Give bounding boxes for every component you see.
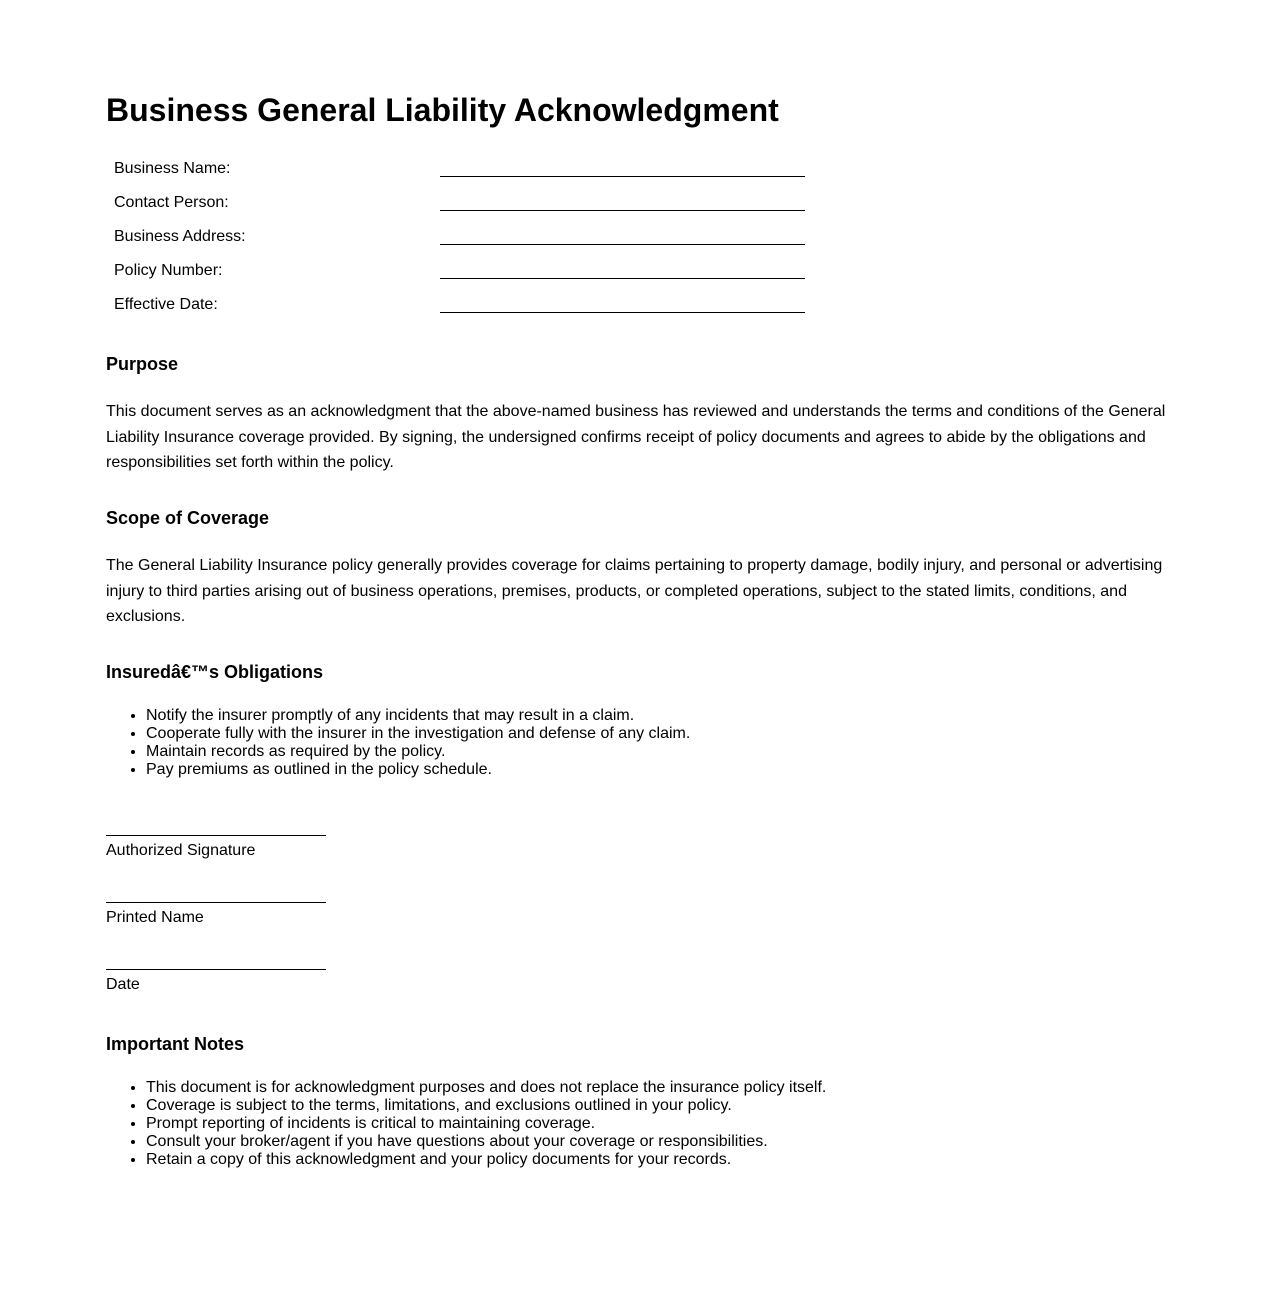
- authorized-signature-label: Authorized Signature: [106, 842, 256, 859]
- obligations-heading: Insuredâ€™s Obligations: [106, 662, 324, 682]
- list-item: • Retain a copy of this acknowledgment and your policy documents for your records.: [146, 1151, 1146, 1169]
- field-row-business-name: [114, 154, 814, 188]
- date-block: [106, 969, 326, 994]
- document-title: Business General Liability Acknowledgment: [106, 92, 779, 128]
- list-item: • This document is for acknowledgment purposes and does not replace the insurance policy itself.: [146, 1079, 1146, 1097]
- field-row-policy-number: [114, 256, 814, 290]
- policy-number-input-line[interactable]: [440, 278, 805, 279]
- printed-name-line[interactable]: [106, 902, 326, 903]
- field-label-effective-date: Effective Date:: [114, 296, 218, 313]
- list-item: • Prompt reporting of incidents is critical to maintaining coverage.: [146, 1115, 1146, 1133]
- list-item: • Pay premiums as outlined in the policy schedule.: [146, 761, 1146, 779]
- list-item: • Coverage is subject to the terms, limitations, and exclusions outlined in your policy.: [146, 1097, 1146, 1115]
- date-line[interactable]: [106, 969, 326, 970]
- field-label-business-address: Business Address:: [114, 228, 246, 245]
- effective-date-input-line[interactable]: [440, 312, 805, 313]
- important-notes-heading: Important Notes: [106, 1034, 245, 1054]
- purpose-heading: Purpose: [106, 354, 179, 374]
- authorized-signature-line[interactable]: [106, 835, 326, 836]
- list-item: • Maintain records as required by the policy.: [146, 743, 1146, 761]
- printed-name-block: [106, 902, 326, 927]
- date-label: Date: [106, 976, 140, 993]
- field-label-contact-person: Contact Person:: [114, 194, 229, 211]
- authorized-signature-block: [106, 835, 326, 860]
- field-label-business-name: Business Name:: [114, 160, 231, 177]
- printed-name-label: Printed Name: [106, 909, 204, 926]
- contact-person-input-line[interactable]: [440, 210, 805, 211]
- business-name-input-line[interactable]: [440, 176, 805, 177]
- field-row-effective-date: [114, 290, 814, 324]
- list-item: • Notify the insurer promptly of any incidents that may result in a claim.: [146, 707, 1146, 725]
- obligations-list: [106, 707, 1146, 779]
- purpose-text: This document serves as an acknowledgment that the above-named business has reviewed and understands the terms and conditions of the General Liability Insurance coverage provided. By signing, the undersigned confirms receipt of policy documents and agrees to abide by the obligations and responsibilities set forth within the policy.: [106, 403, 1166, 472]
- important-notes-list: [106, 1079, 1146, 1169]
- field-label-policy-number: Policy Number:: [114, 262, 223, 279]
- business-address-input-line[interactable]: [440, 244, 805, 245]
- business-info-fields: [114, 154, 814, 324]
- list-item: • Cooperate fully with the insurer in the investigation and defense of any claim.: [146, 725, 1146, 743]
- scope-text: The General Liability Insurance policy generally provides coverage for claims pertaining to property damage, bodily injury, and personal or advertising injury to third parties arising out of business operations, premises, products, or completed operations, subject to the stated limits, conditions, and exclusions.: [106, 557, 1163, 626]
- field-row-contact-person: [114, 188, 814, 222]
- list-item: • Consult your broker/agent if you have questions about your coverage or responsibilities.: [146, 1133, 1146, 1151]
- scope-heading: Scope of Coverage: [106, 508, 270, 528]
- field-row-business-address: [114, 222, 814, 256]
